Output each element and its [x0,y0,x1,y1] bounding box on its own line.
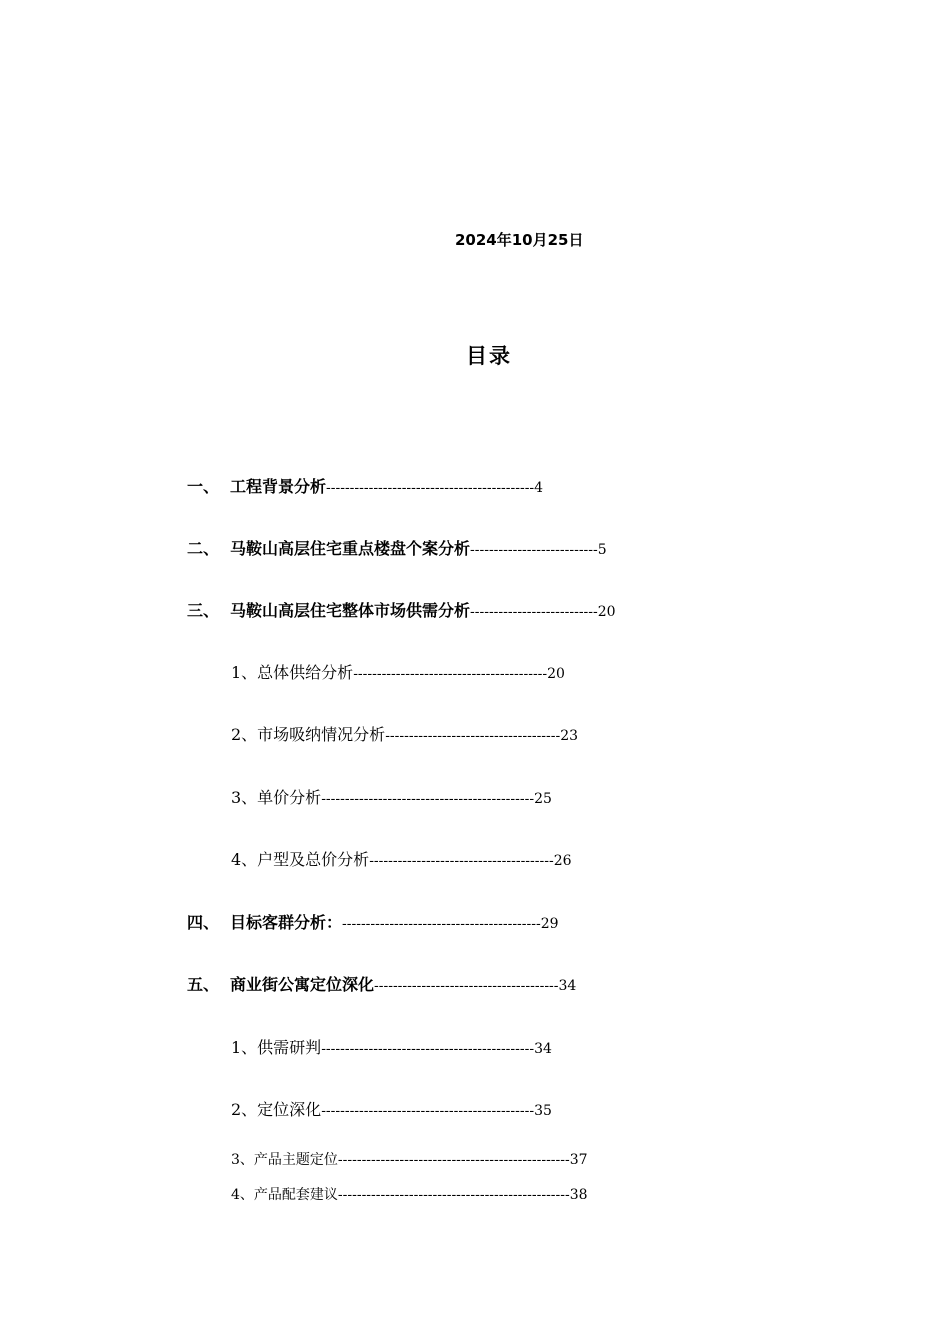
toc-entry-page: 23 [560,728,579,744]
toc-entry-number: 二、 [187,539,220,558]
toc-entry-page: 5 [597,542,607,558]
toc-entry-number: 一、 [187,477,220,496]
toc-entry-leader: ------------------------------------------ [342,916,541,932]
toc-entry-5-1[interactable] [231,1037,552,1060]
toc-entry-label: 商业街公寓定位深化 [230,975,375,994]
toc-entry-leader: --------------------------- [470,542,598,558]
toc-entry-label: 2、定位深化 [231,1100,322,1119]
toc-entry-page: 38 [569,1187,588,1203]
toc-entry-page: 25 [534,791,552,807]
toc-entry-label: 工程背景分析 [230,477,327,496]
toc-entry-label: 目标客群分析： [230,913,343,932]
toc-entry-page: 20 [597,604,616,620]
toc-entry-5[interactable] [187,974,576,997]
toc-entry-page: 20 [547,666,565,682]
toc-entry-5-4[interactable] [231,1184,588,1206]
toc-entry-label: 2、市场吸纳情况分析 [231,725,386,744]
toc-entry-leader: ------------------------------------------------- [337,1152,570,1168]
toc-entry-number: 四、 [187,913,220,932]
toc-entry-5-3[interactable] [231,1149,588,1171]
toc-entry-label: 4、户型及总价分析 [231,850,370,869]
document-date: 2024年10月25日 [455,231,584,249]
toc-entry-leader: ------------------------------------------------- [337,1187,570,1203]
toc-entry-label: 3、单价分析 [231,788,322,807]
toc-entry-leader: ----------------------------------------- [353,666,548,682]
toc-entry-number: 五、 [187,975,220,994]
toc-entry-3[interactable] [187,600,616,623]
toc-entry-leader: --------------------------------------- [374,978,559,994]
toc-entry-leader: -------------------------------------------- [326,480,535,496]
toc-entry-leader: --------------------------- [470,604,598,620]
toc-entry-number: 三、 [187,601,220,620]
toc-entry-leader: ------------------------------------- [385,728,561,744]
toc-entry-page: 35 [534,1103,552,1119]
toc-entry-4[interactable] [187,912,559,935]
toc-entry-1[interactable] [187,476,543,499]
toc-entry-3-2[interactable] [231,724,578,747]
toc-title: 目录 [466,344,512,368]
toc-entry-label: 马鞍山高层住宅整体市场供需分析 [230,601,471,620]
toc-entry-3-3[interactable] [231,787,552,810]
toc-entry-leader: --------------------------------------------- [321,1041,535,1057]
toc-entry-label: 3、产品主题定位 [231,1152,338,1168]
toc-entry-label: 1、总体供给分析 [231,663,354,682]
toc-entry-2[interactable] [187,538,607,561]
toc-entry-label: 马鞍山高层住宅重点楼盘个案分析 [230,539,471,558]
toc-entry-3-1[interactable] [231,662,565,685]
toc-entry-page: 37 [569,1152,588,1168]
toc-entry-leader: --------------------------------------- [369,853,554,869]
toc-entry-page: 34 [534,1041,552,1057]
toc-entry-page: 29 [540,916,559,932]
toc-entry-3-4[interactable] [231,849,572,872]
toc-entry-label: 1、供需研判 [231,1038,322,1057]
toc-entry-leader: --------------------------------------------- [321,1103,535,1119]
toc-entry-page: 4 [534,480,544,496]
toc-entry-label: 4、产品配套建议 [231,1187,338,1203]
toc-entry-page: 34 [558,978,577,994]
toc-entry-leader: --------------------------------------------- [321,791,535,807]
toc-entry-page: 26 [553,853,572,869]
toc-entry-5-2[interactable] [231,1099,552,1122]
